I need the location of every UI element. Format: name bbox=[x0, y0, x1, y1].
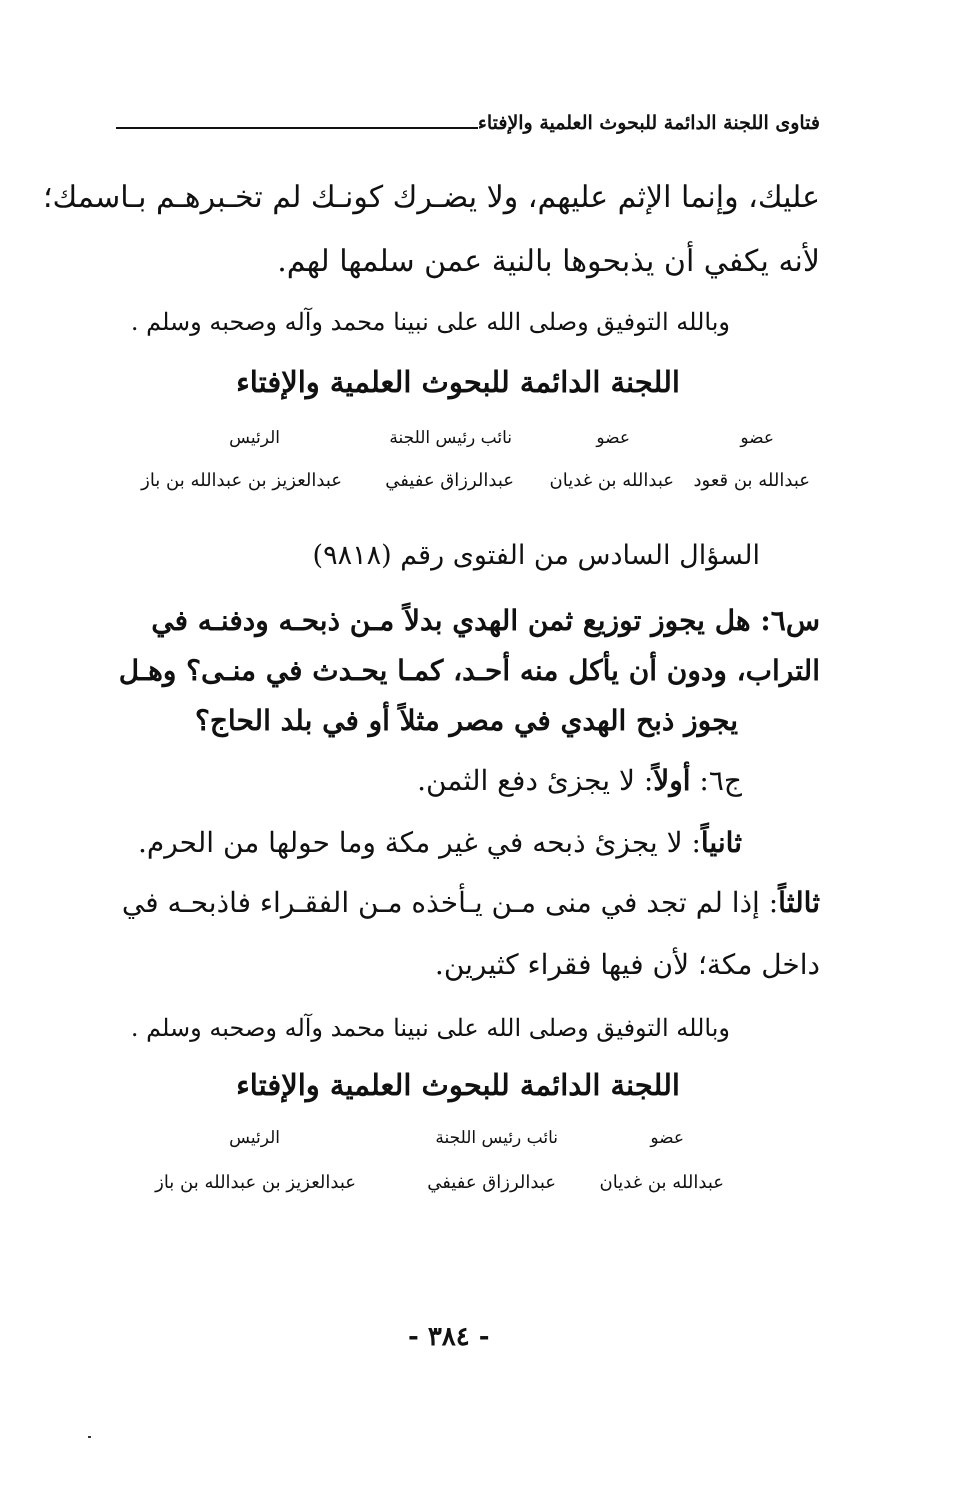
question-line-2: التراب، ودون أن يأكل منه أحـد، كمـا يحـدث في منـى؟ وهـل bbox=[118, 654, 820, 687]
signatory-name: عبدالرزاق عفيفي bbox=[385, 470, 514, 491]
answer-third-point bbox=[122, 886, 820, 919]
signatory-name: عبدالله بن غديان bbox=[549, 470, 674, 491]
point-label: ثالثاً bbox=[778, 886, 820, 919]
answer-continuation-line-1: عليك، وإنما الإثم عليهم، ولا يضـرك كونـك لم تخـبرهـم بـاسمك؛ bbox=[42, 180, 820, 215]
signatory-title: الرئيس bbox=[229, 428, 280, 448]
signatory-title: الرئيس bbox=[229, 1128, 280, 1148]
signatory-name: عبدالله بن غديان bbox=[599, 1172, 724, 1193]
question-line-3: يجوز ذبح الهدي في مصر مثلاً أو في بلد الحاج؟ bbox=[195, 704, 738, 737]
page-number: - ٣٨٤ - bbox=[408, 1322, 490, 1352]
signatory-title: نائب رئيس اللجنة bbox=[389, 428, 512, 448]
answer-second-point bbox=[138, 826, 742, 859]
closing-prayer: وبالله التوفيق وصلى الله على نبينا محمد وآله وصحبه وسلم . bbox=[130, 308, 730, 336]
question-line-1: س٦: هل يجوز توزيع ثمن الهدي بدلاً مـن ذبحـه ودفنـه في bbox=[151, 604, 820, 637]
answer-first-point bbox=[417, 764, 742, 797]
signatory-title: عضو bbox=[596, 428, 630, 448]
committee-heading: اللجنة الدائمة للبحوث العلمية والإفتاء bbox=[236, 1068, 680, 1102]
signatory-name: عبدالرزاق عفيفي bbox=[427, 1172, 556, 1193]
signatory-name: عبدالله بن قعود bbox=[693, 470, 810, 491]
fatwa-reference: السؤال السادس من الفتوى رقم (٩٨١٨) bbox=[312, 540, 760, 571]
answer-label: ج٦: bbox=[690, 764, 742, 797]
point-text: : إذا لم تجد في منى مـن يـأخذه مـن الفقـراء فاذبحـه في bbox=[121, 886, 779, 919]
committee-heading: اللجنة الدائمة للبحوث العلمية والإفتاء bbox=[236, 365, 680, 399]
point-text: : لا يجزئ دفع الثمن. bbox=[417, 764, 654, 797]
signatory-name: عبدالعزيز بن عبدالله بن باز bbox=[155, 1172, 356, 1193]
point-label: أولاً bbox=[653, 764, 691, 797]
scan-speck bbox=[88, 1436, 91, 1438]
signatory-title: عضو bbox=[650, 1128, 684, 1148]
signatory-title: عضو bbox=[740, 428, 774, 448]
signatory-title: نائب رئيس اللجنة bbox=[435, 1128, 558, 1148]
answer-third-point-continued: داخل مكة؛ لأن فيها فقراء كثيرين. bbox=[434, 948, 820, 981]
answer-continuation-line-2: لأنه يكفي أن يذبحوها بالنية عمن سلمها لهم. bbox=[277, 244, 820, 279]
point-label: ثانياً bbox=[700, 826, 742, 859]
signatory-name: عبدالعزيز بن عبدالله بن باز bbox=[141, 470, 342, 491]
running-title: فتاوى اللجنة الدائمة للبحوث العلمية والإفتاء bbox=[477, 112, 820, 134]
header-rule bbox=[116, 127, 478, 129]
closing-prayer: وبالله التوفيق وصلى الله على نبينا محمد وآله وصحبه وسلم . bbox=[130, 1014, 730, 1042]
point-text: : لا يجزئ ذبحه في غير مكة وما حولها من الحرم. bbox=[137, 826, 701, 859]
